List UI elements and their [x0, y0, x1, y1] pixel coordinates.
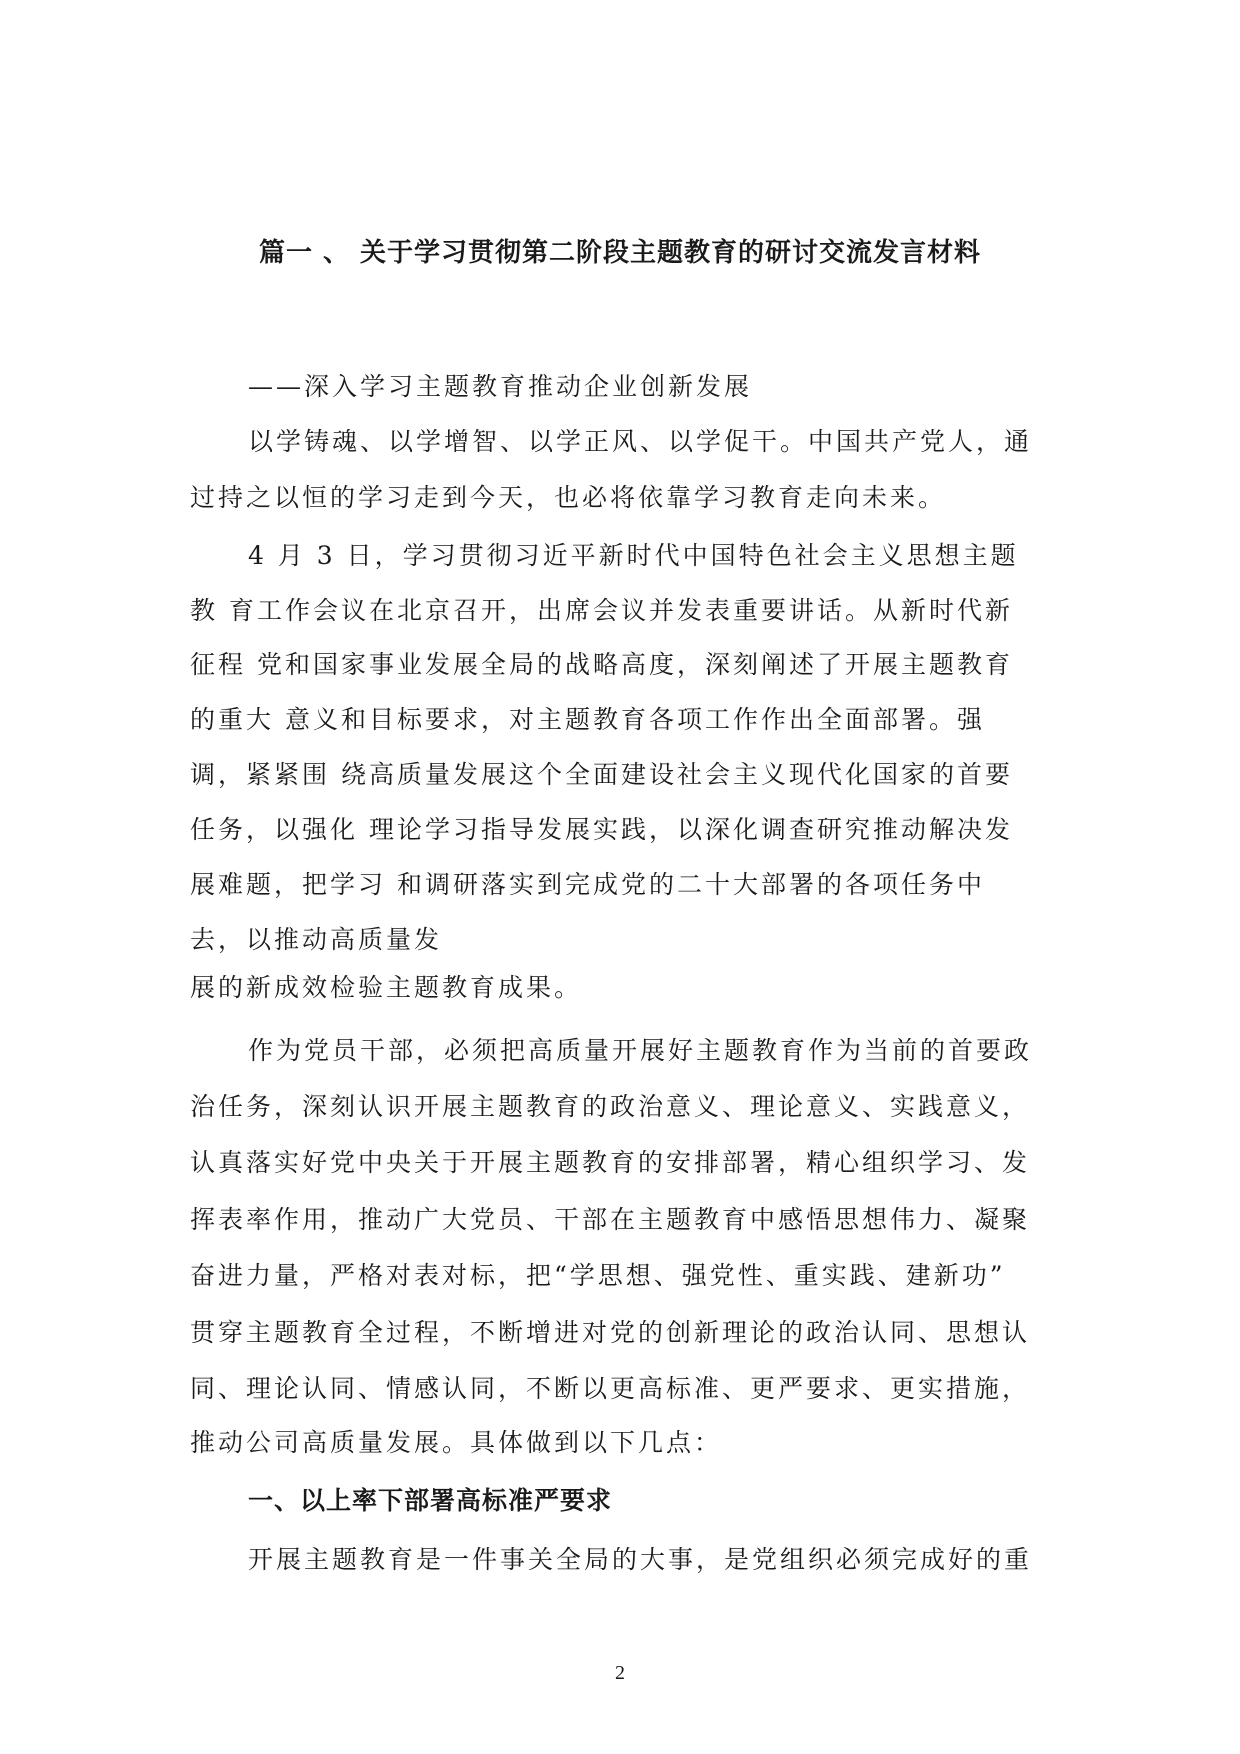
paragraph-line: 任务，以强化 理论学习指导发展实践，以深化调查研究推动解决发 — [190, 815, 1013, 844]
paragraph-line: 教 育工作会议在北京召开，出席会议并发表重要讲话。从新时代新 — [190, 596, 1013, 625]
paragraph-line: 展的新成效检验主题教育成果。 — [190, 973, 583, 1002]
paragraph-line: 挥表率作用，推动广大党员、干部在主题教育中感悟思想伟力、凝聚 — [190, 1205, 1031, 1234]
document-title: 篇一 、 关于学习贯彻第二阶段主题教育的研讨交流发言材料 — [258, 238, 982, 268]
paragraph-line: 同、理论认同、情感认同，不断以更高标准、更严要求、更实措施， — [190, 1374, 1031, 1403]
paragraph-line: 奋进力量，严格对表对标，把“学思想、强党性、重实践、建新功” — [190, 1261, 1006, 1290]
paragraph-line: 治任务，深刻认识开展主题教育的政治意义、理论意义、实践意义， — [190, 1092, 1031, 1121]
subtitle: ——深入学习主题教育推动企业创新发展 — [248, 372, 753, 401]
paragraph-line: 4 月 3 日，学习贯彻习近平新时代中国特色社会主义思想主题 — [248, 541, 1019, 570]
paragraph-line: 认真落实好党中央关于开展主题教育的安排部署，精心组织学习、发 — [190, 1148, 1031, 1177]
paragraph-line: 贯穿主题教育全过程，不断增进对党的创新理论的政治认同、思想认 — [190, 1318, 1031, 1347]
section-heading: 一、以上率下部署高标准严要求 — [248, 1486, 613, 1515]
paragraph-line: 过持之以恒的学习走到今天，也必将依靠学习教育走向未来。 — [190, 483, 947, 512]
paragraph-line: 展难题，把学习 和调研落实到完成党的二十大部署的各项任务中 — [190, 870, 985, 899]
paragraph-line: 的重大 意义和目标要求，对主题教育各项工作作出全面部署。强 — [190, 705, 985, 734]
paragraph-line: 征程 党和国家事业发展全局的战略高度，深刻阐述了开展主题教育 — [190, 650, 1013, 679]
paragraph-line: 调，紧紧围 绕高质量发展这个全面建设社会主义现代化国家的首要 — [190, 760, 1013, 789]
paragraph-line: 推动公司高质量发展。具体做到以下几点： — [190, 1428, 723, 1457]
paragraph-line: 开展主题教育是一件事关全局的大事，是党组织必须完成好的重 — [248, 1545, 1033, 1574]
paragraph-line: 作为党员干部，必须把高质量开展好主题教育作为当前的首要政 — [248, 1036, 1033, 1065]
paragraph-line: 以学铸魂、以学增智、以学正风、以学促干。中国共产党人，通 — [248, 427, 1033, 456]
paragraph-line: 去，以推动高质量发 — [190, 925, 443, 954]
page-number: 2 — [615, 1662, 625, 1684]
